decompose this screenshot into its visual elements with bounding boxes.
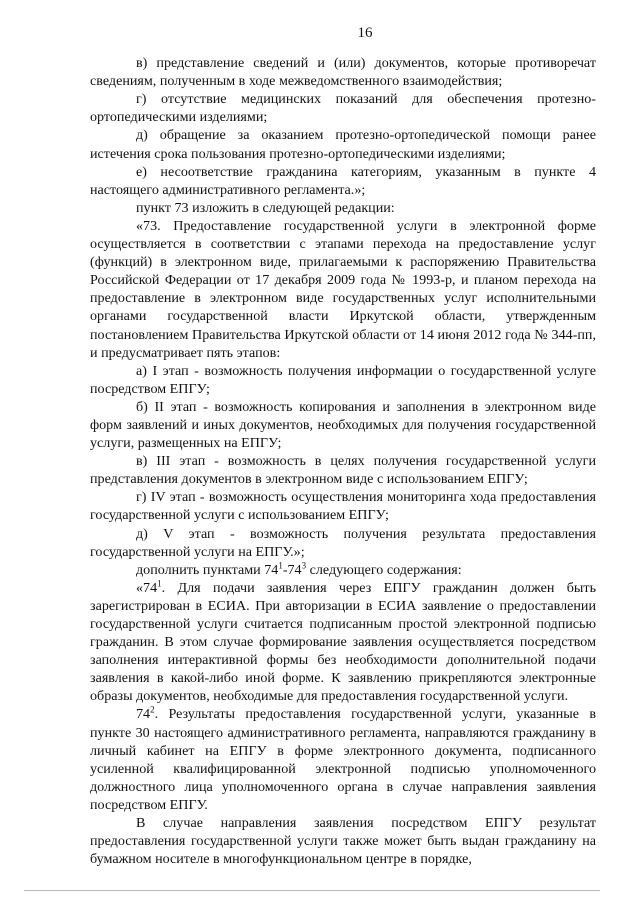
item-74-2-sup: 2 xyxy=(150,704,155,715)
paragraph-d: д) обращение за оказанием протезно-ортопедической помощи ранее истечения срока пользования протезно-ортопедическими изделиями; xyxy=(90,127,596,162)
paragraph-g: г) отсутствие медицинских показаний для обеспечения протезно-ортопедическими изделиями; xyxy=(90,91,596,126)
paragraph-stage-1: а) I этап - возможность получения информации о государственной услуге посредством ЕПГУ; xyxy=(90,362,596,397)
scan-edge-line xyxy=(24,890,600,891)
paragraph-item73-intro: пункт 73 изложить в следующей редакции: xyxy=(136,199,395,216)
item-74-2-prefix: 74 xyxy=(136,706,151,723)
supplement-sup1: 1 xyxy=(278,560,283,571)
paragraph-paper-carrier: В случае направления заявления посредством ЕПГУ результат предоставления государственной услуги также может быть выдан гражданину на бумажном носителе в многофункциональном центре в порядке, xyxy=(90,815,596,868)
item-74-1-sup: 1 xyxy=(157,578,162,589)
paragraph-item73: «73. Предоставление государственной услуги в электронной форме осуществляется в соответствии с этапами перехода на предоставление услуг (функций) в электронном виде, прилагаемыми к распоряжению Правительства Российской Федерации от 17 декабря 2009 года № 1993-р, и планом перехода на предоставление в электронном виде государственных услуг исполнительными органами государственной власти Иркутской области, утвержденным постановлением Правительства Иркутской области от 14 июня 2012 года № 344-пп, и предусматривает пять этапов: xyxy=(90,217,596,361)
paragraph-supplement xyxy=(90,561,596,579)
paragraph-stage-3: в) III этап - возможность в целях получения государственной услуги представления документов в электронном виде с использованием ЕПГУ; xyxy=(90,453,596,488)
supplement-suffix: следующего содержания: xyxy=(306,561,462,578)
item-74-1-prefix: «74 xyxy=(136,579,158,596)
supplement-prefix: дополнить пунктами 74 xyxy=(136,561,279,578)
paragraph-stage-4: г) IV этап - возможность осуществления мониторинга хода предоставления государственной услуги с использованием ЕПГУ; xyxy=(90,489,596,524)
supplement-sup2: 3 xyxy=(301,560,307,571)
paragraph-item-74-1 xyxy=(90,579,596,706)
supplement-dash: -74 xyxy=(282,561,302,578)
paragraph-item-74-2 xyxy=(90,705,596,814)
paragraph-stage-5: д) V этап - возможность получения результата предоставления государственной услуги на ЕПГУ.»; xyxy=(90,525,596,560)
page-number: 16 xyxy=(357,25,373,41)
paragraph-stage-2: б) II этап - возможность копирования и заполнения в электронном виде форм заявлений и иных документов, необходимых для получения государственной услуги, размещенных на ЕПГУ; xyxy=(90,398,596,452)
item-74-1-text: . Для подачи заявления через ЕПГУ гражданин должен быть зарегистрирован в ЕСИА. При авторизации в ЕСИА заявление о предоставлении государственной услуги считается подписанным простой электронной подписью гражданин. В этом случае формирование заявления осуществляется посредством заполнения интерактивной формы без необходимости дополнительной подачи заявления в какой-либо иной форме. К заявлению прикрепляются электронные образы документов, необходимые для предоставления государственной услуги. xyxy=(90,579,596,705)
paragraph-e: е) несоответствие гражданина категориям, указанным в пункте 4 настоящего административного регламента.»; xyxy=(90,163,596,198)
paragraph-v: в) представление сведений и (или) документов, которые противоречат сведениям, полученным в ходе межведомственного взаимодействия; xyxy=(90,55,596,90)
item-74-2-text: . Результаты предоставления государственной услуги, указанные в пункте 30 настоящего административного регламента, направляются гражданину в личный кабинет на ЕПГУ в форме электронного документа, подписанного усиленной квалифицированной электронной подписью уполномоченного должностного лица уполномоченного органа в случае направления заявления посредством ЕПГУ. xyxy=(90,706,596,813)
